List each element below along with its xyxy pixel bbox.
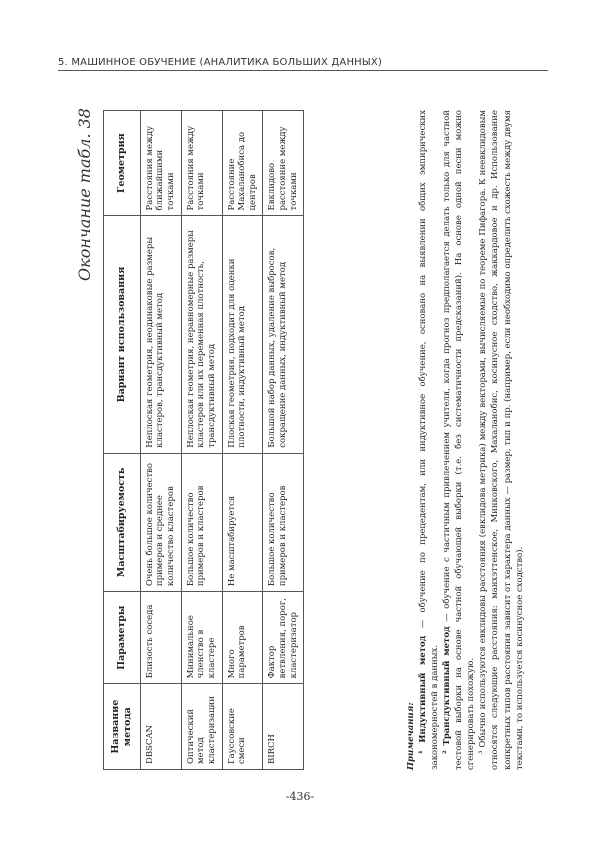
- method-geometry: Расстояние Махаланобиса до центров: [222, 111, 263, 216]
- note-inductive: [417, 110, 441, 770]
- note-term: ¹ Индуктивный метод: [418, 635, 429, 754]
- method-usage: Большой набор данных, удаление выбросов, сокращение данных, индуктивный метод: [263, 216, 304, 453]
- method-scalability: Большое количество примеров и кластеров: [263, 453, 304, 591]
- page-number: -436-: [285, 790, 315, 803]
- column-header: Название метода: [104, 684, 141, 770]
- note-term: ² Трансдуктивный метод: [442, 626, 453, 754]
- methods-table: [103, 110, 304, 770]
- method-name: Оптический метод кластеризации: [181, 684, 222, 770]
- method-params: Минимальное членство в кластере: [181, 592, 222, 684]
- method-params: Много параметров: [222, 592, 263, 684]
- method-scalability: Очень большое количество примеров и среднее количество кластеров: [140, 453, 181, 591]
- column-header: Параметры: [104, 592, 141, 684]
- running-head: 5. МАШИННОЕ ОБУЧЕНИЕ (АНАЛИТИКА БОЛЬШИХ ДАННЫХ): [58, 57, 383, 68]
- table-row: [222, 111, 263, 770]
- method-params: Близость соседа: [140, 592, 181, 684]
- method-geometry: Расстояния между ближайшими точками: [140, 111, 181, 216]
- table-caption: Окончание табл. 38: [75, 108, 94, 281]
- rotated-content: [75, 100, 545, 780]
- method-name: DBSCAN: [140, 684, 181, 770]
- method-geometry: Евклидово расстояние между точками: [263, 111, 304, 216]
- note-transductive: [441, 110, 477, 770]
- note-text: — обучение с частичным привлечением учителя, когда прогноз предполагается делать только для частной тестовой выборки на основе частной обучающей выборки (т.е. без систематичности предсказаний). На основе одной песни можно сгенерировать похожую.: [442, 110, 477, 770]
- notes-section: [405, 110, 526, 770]
- method-usage: Неплоская геометрия, неодинаковые размеры кластеров, трансдуктивный метод: [140, 216, 181, 453]
- column-header: Вариант использования: [104, 216, 141, 453]
- table-header-row: [104, 111, 141, 770]
- method-name: BIRCH: [263, 684, 304, 770]
- header-rule: [58, 70, 548, 71]
- table-row: [181, 111, 222, 770]
- column-header: Геометрия: [104, 111, 141, 216]
- table-row: [140, 111, 181, 770]
- column-header: Масштабируемость: [104, 453, 141, 591]
- method-usage: Плоская геометрия, подходит для оценки плотности, индуктивный метод: [222, 216, 263, 453]
- table-row: [263, 111, 304, 770]
- method-scalability: Большое количество примеров и кластеров: [181, 453, 222, 591]
- method-name: Гауссовские смеси: [222, 684, 263, 770]
- method-geometry: Расстояния между точками: [181, 111, 222, 216]
- method-scalability: Не масштабируется: [222, 453, 263, 591]
- note-distances: ³ Обычно используются евклидовы расстояния (евклидова метрика) между векторами, вычисляемые по теореме Пифагора. К неевклидовым относятся следующие расстояния: манхэттенское, Минковского, Махаланобис, косинусное сходство, жаккардовое и др. Использование конкретных типов расстояния зависит от характера данных — размер, тип и пр. (например, если необходимо определить схожесть между двумя текстами, то используется косинусное сходство).: [478, 110, 525, 770]
- method-params: Фактор ветвления, порог, кластеризатор: [263, 592, 304, 684]
- method-usage: Неплоская геометрия, неравномерные размеры кластеров или их переменная плотность, трансдуктивный метод: [181, 216, 222, 453]
- note-text: — обучение по прецедентам, или индуктивное обучение, основано на выявлении общих эмпирических закономерностей в данных.: [418, 110, 441, 770]
- notes-title: Примечания:: [406, 702, 416, 770]
